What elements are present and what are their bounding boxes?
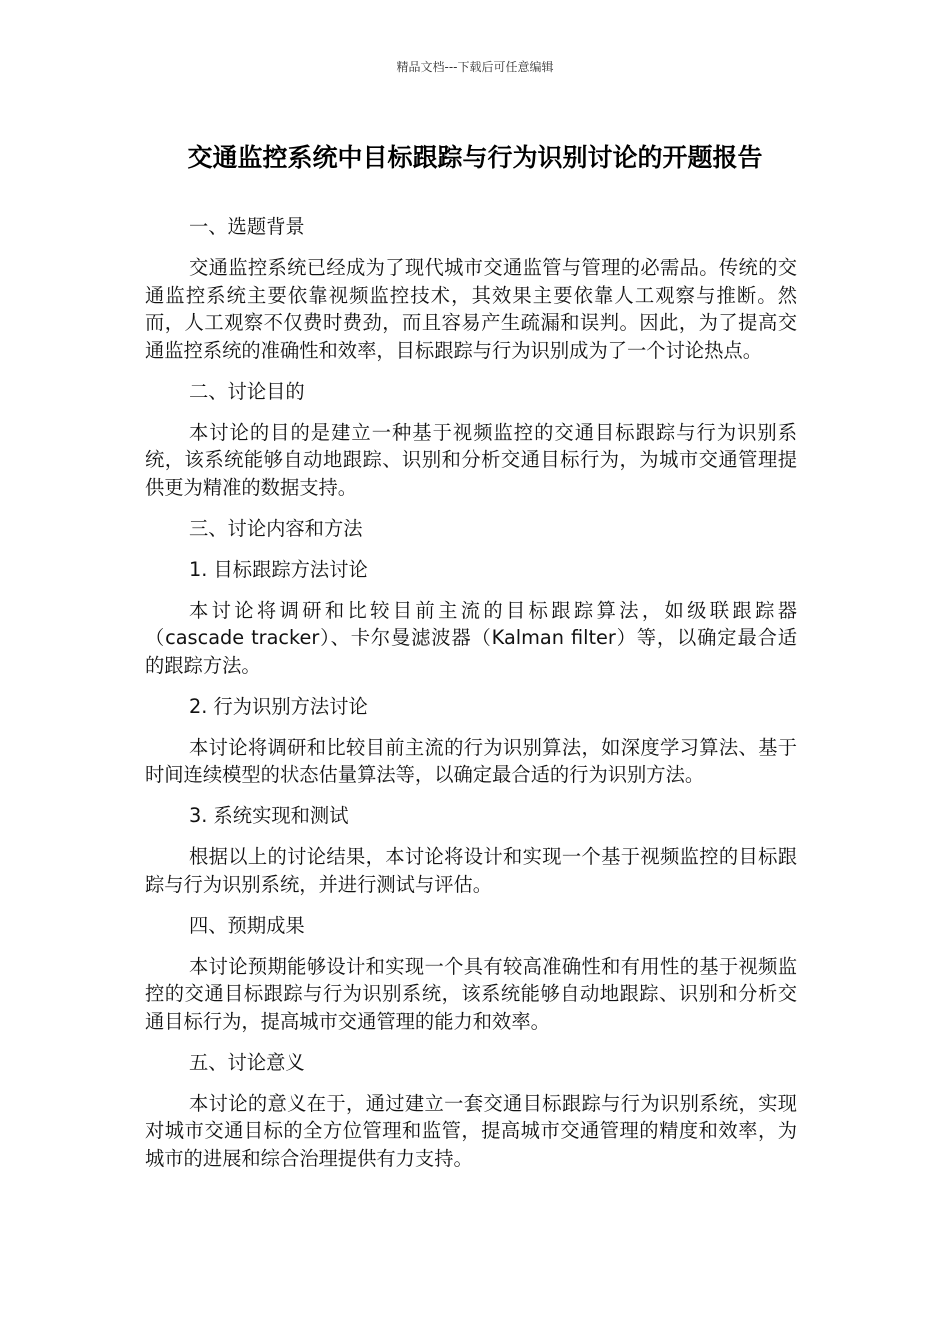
section-heading-outcomes: 四、预期成果: [189, 913, 305, 937]
paragraph-tracking: 本讨论将调研和比较目前主流的目标跟踪算法，如级联跟踪器（cascade tracker）、卡尔曼滤波器（Kalman filter）等，以确定最合适的跟踪方法。: [145, 598, 797, 677]
paragraph-purpose: 本讨论的目的是建立一种基于视频监控的交通目标跟踪与行为识别系统，该系统能够自动地跟踪、识别和分析交通目标行为，为城市交通管理提供更为精准的数据支持。: [145, 420, 797, 499]
header-note: 精品文档---下载后可任意编辑: [396, 60, 554, 74]
section-heading-purpose: 二、讨论目的: [189, 379, 305, 403]
paragraph-recognition: 本讨论将调研和比较目前主流的行为识别算法，如深度学习算法、基于时间连续模型的状态估量算法等，以确定最合适的行为识别方法。: [145, 735, 797, 786]
paragraph-outcomes: 本讨论预期能够设计和实现一个具有较高准确性和有用性的基于视频监控的交通目标跟踪与行为识别系统，该系统能够自动地跟踪、识别和分析交通目标行为，提高城市交通管理的能力和效率。: [145, 954, 797, 1033]
paragraph-significance: 本讨论的意义在于，通过建立一套交通目标跟踪与行为识别系统，实现对城市交通目标的全方位管理和监管，提高城市交通管理的精度和效率，为城市的进展和综合治理提供有力支持。: [145, 1091, 797, 1170]
subheading-tracking: 1. 目标跟踪方法讨论: [189, 557, 368, 581]
subheading-implementation: 3. 系统实现和测试: [189, 804, 349, 827]
section-heading-background: 一、选题背景: [189, 215, 305, 238]
section-heading-content-method: 三、讨论内容和方法: [189, 516, 363, 540]
paragraph-implementation: 根据以上的讨论结果，本讨论将设计和实现一个基于视频监控的目标跟踪与行为识别系统，并进行测试与评估。: [145, 845, 797, 896]
document-title: 交通监控系统中目标跟踪与行为识别讨论的开题报告: [187, 143, 763, 172]
document-body: [145, 213, 797, 1186]
section-heading-significance: 五、讨论意义: [189, 1050, 305, 1074]
paragraph-background: 交通监控系统已经成为了现代城市交通监管与管理的必需品。传统的交通监控系统主要依靠视频监控技术，其效果主要依靠人工观察与推断。然而，人工观察不仅费时费劲，而且容易产生疏漏和误判。因此，为了提高交通监控系统的准确性和效率，目标跟踪与行为识别成为了一个讨论热点。: [145, 256, 797, 362]
subheading-recognition: 2. 行为识别方法讨论: [189, 694, 368, 718]
